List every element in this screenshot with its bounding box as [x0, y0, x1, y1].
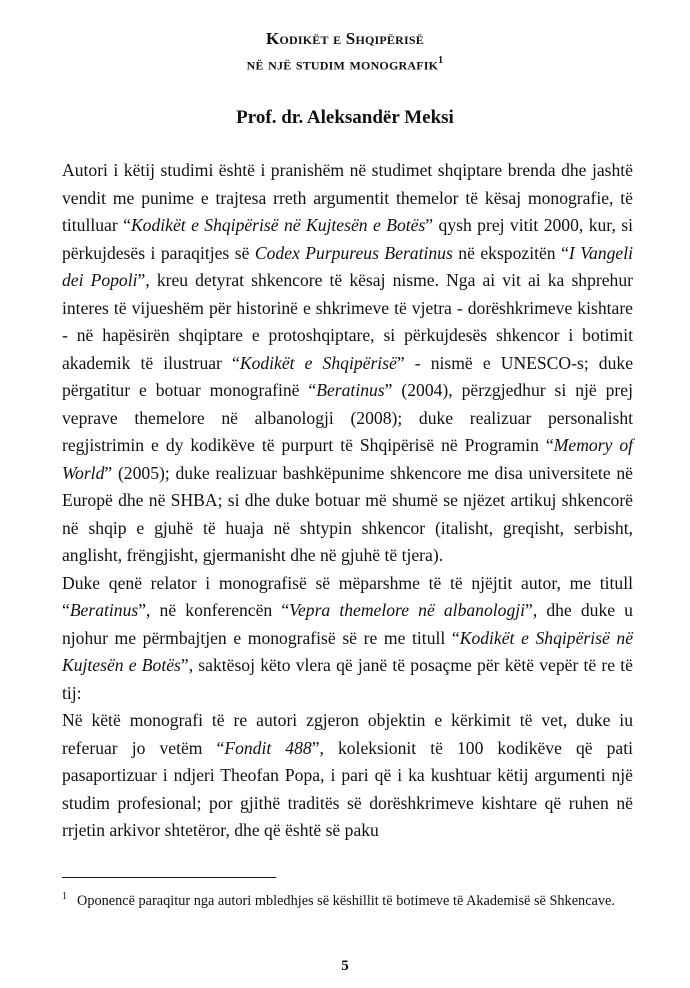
author-name: Prof. dr. Aleksandër Meksi [236, 107, 454, 128]
italic-title-text: Vepra themelore në albanologji [289, 600, 526, 620]
italic-title-text: Beratinus [316, 380, 385, 400]
italic-title-text: Kodikët e Shqipërisë [239, 352, 397, 373]
text-run: Në këtë monografi të re autori zgjeron objektin e kërkimit të vet, duke iu referuar jo vetëm “ [62, 710, 633, 758]
text-run: në ekspozitën “ [452, 242, 569, 263]
italic-title-text: Kodikët e Shqipërisë në Kujtesën e Botës [62, 627, 634, 675]
title-footnote-marker[interactable]: 1 [438, 55, 444, 66]
paragraph [62, 570, 633, 708]
italic-title-text: Beratinus [69, 600, 139, 620]
body-text [62, 157, 633, 845]
page-number: 5 [341, 958, 349, 974]
text-run: ”, dhe duke u njohur me përmbajtjen e monografisë së re me titull “ [62, 600, 633, 648]
footnote [62, 885, 633, 913]
italic-title-text: I Vangeli dei Popoli [62, 242, 633, 290]
italic-title-text: Kodikët e Shqipërisë në Kujtesën e Botës [130, 215, 426, 235]
text-run: ” qysh prej vitit 2000, kur, si përkujdesës i paraqitjes së [62, 215, 633, 263]
text-run: Autori i këtij studimi është i pranishëm në studimet shqiptare brenda dhe jashtë vendit me punime e trajtesa rreth argumentit themelor të kësaj monografie, të titulluar “ [62, 160, 633, 235]
paragraph [62, 707, 633, 845]
italic-title-text: Memory of World [62, 435, 634, 483]
title-block [0, 28, 690, 76]
paragraph [62, 157, 633, 570]
text-run: ”, saktësoj këto vlera që janë të posaçme për këtë vepër të re të tij: [62, 655, 633, 703]
footnote-divider [62, 877, 276, 878]
text-run: ”, kreu detyrat shkencore të kësaj nisme. Nga ai vit ai ka shprehur interes të vijueshëm për historinë e shkrimeve të vjetra - dorëshkrimeve kishtare - në hapësirën shqiptare e protoshqiptare, si përkujdesës shkencor i botimit akademik të ilustruar “ [62, 270, 633, 373]
text-run: ” (2004), përzgjedhur si një prej veprave themelore në albanologji (2008); duke realizuar personalisht regjistrimin e dy kodikëve të purpurt të Shqipërisë në Programin “ [62, 380, 633, 455]
text-run: ”, koleksionit të 100 kodikëve që pati pasaportizuar i ndjeri Theofan Popa, i pari që i ka kushtuar këtij argumenti një studim profesional; por gjithë traditës së dorëshkrimeve kishtare që ruhen në rrjetin arkivor shtetëror, dhe që është së paku [62, 737, 634, 840]
text-run: Duke qenë relator i monografisë së mëparshme të të njëjtit autor, me titull “ [62, 572, 633, 620]
title-line-1: Kodikët e Shqipërisë [266, 29, 424, 48]
title-line-2 [0, 50, 690, 76]
footnote-marker: 1 [62, 891, 67, 902]
text-run: ”, në konferencën “ [138, 600, 290, 620]
italic-title-text: Fondit 488 [224, 737, 312, 758]
italic-title-text: Codex Purpureus Beratinus [254, 242, 453, 263]
text-run: ” - nismë e UNESCO-s; duke përgatitur e botuar monografinë “ [62, 352, 634, 400]
text-run: ” (2005); duke realizuar bashkëpunime shkencore me disa universitete në Europë dhe në SHBA; si dhe duke botuar më shumë se njëzet artikuj shkencorë në shqip e gjuhë të huaja në shtypin shkencor (italisht, greqisht, serbisht, anglisht, frëngjisht, gjermanisht dhe në gjuhë të tjera). [62, 462, 633, 565]
title-line-2-text: në një studim monografik [246, 54, 439, 74]
footnote-text: Oponencë paraqitur nga autori mbledhjes së këshillit të botimeve të Akademisë së Shkencave. [77, 892, 615, 909]
